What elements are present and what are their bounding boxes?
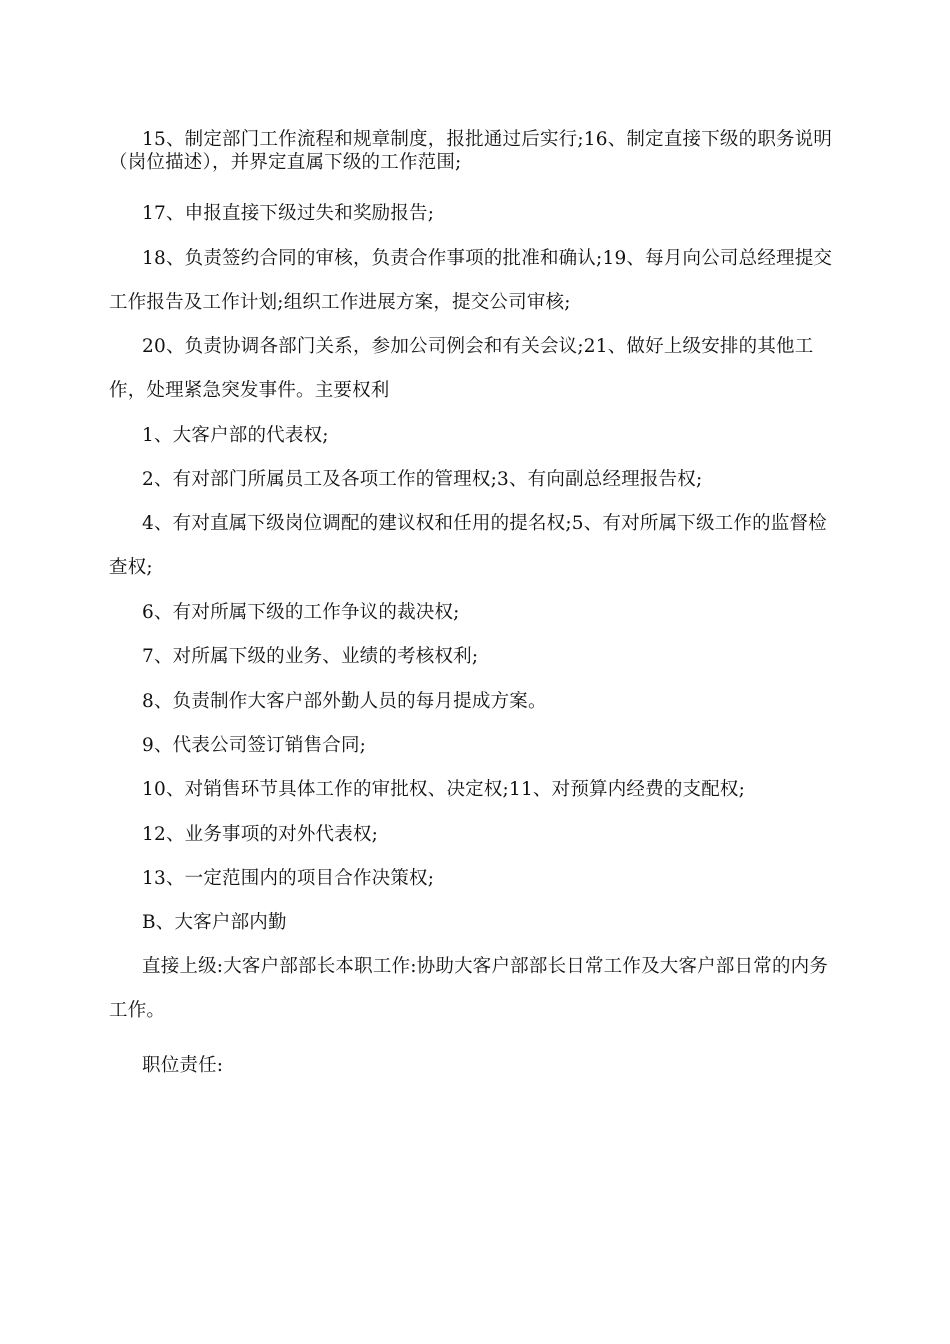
right-item-12: 12、业务事项的对外代表权; <box>142 824 379 845</box>
right-item-7: 7、对所属下级的业务、业绩的考核权利; <box>142 646 479 667</box>
paragraph-15-16: 15、制定部门工作流程和规章制度，报批通过后实行;16、制定直接下级的职务说明（岗位描述），并界定直属下级的工作范围; <box>109 129 833 173</box>
paragraph-20-21: 20、负责协调各部门关系，参加公司例会和有关会议;21、做好上级安排的其他工作，处理紧急突发事件。主要权利 <box>109 336 814 401</box>
right-item-9: 9、代表公司签订销售合同; <box>142 735 367 756</box>
right-item-6: 6、有对所属下级的工作争议的裁决权; <box>142 602 460 623</box>
right-item-1: 1、大客户部的代表权; <box>142 425 329 446</box>
paragraph-direct-superior: 直接上级:大客户部部长本职工作:协助大客户部部长日常工作及大客户部日常的内务工作。 <box>109 956 829 1021</box>
right-item-10-11: 10、对销售环节具体工作的审批权、决定权;11、对预算内经费的支配权; <box>142 779 746 800</box>
right-item-4-5: 4、有对直属下级岗位调配的建议权和任用的提名权;5、有对所属下级工作的监督检查权; <box>109 513 827 578</box>
paragraph-17: 17、申报直接下级过失和奖励报告; <box>142 203 435 224</box>
paragraph-job-responsibility: 职位责任: <box>142 1055 224 1076</box>
paragraph-18-19: 18、负责签约合同的审核，负责合作事项的批准和确认;19、每月向公司总经理提交工作报告及工作计划;组织工作进展方案，提交公司审核; <box>109 248 833 313</box>
right-item-8: 8、负责制作大客户部外勤人员的每月提成方案。 <box>142 691 547 712</box>
right-item-13: 13、一定范围内的项目合作决策权; <box>142 868 435 889</box>
section-heading-b: B、大客户部内勤 <box>142 912 287 933</box>
right-item-2-3: 2、有对部门所属员工及各项工作的管理权;3、有向副总经理报告权; <box>142 469 703 490</box>
